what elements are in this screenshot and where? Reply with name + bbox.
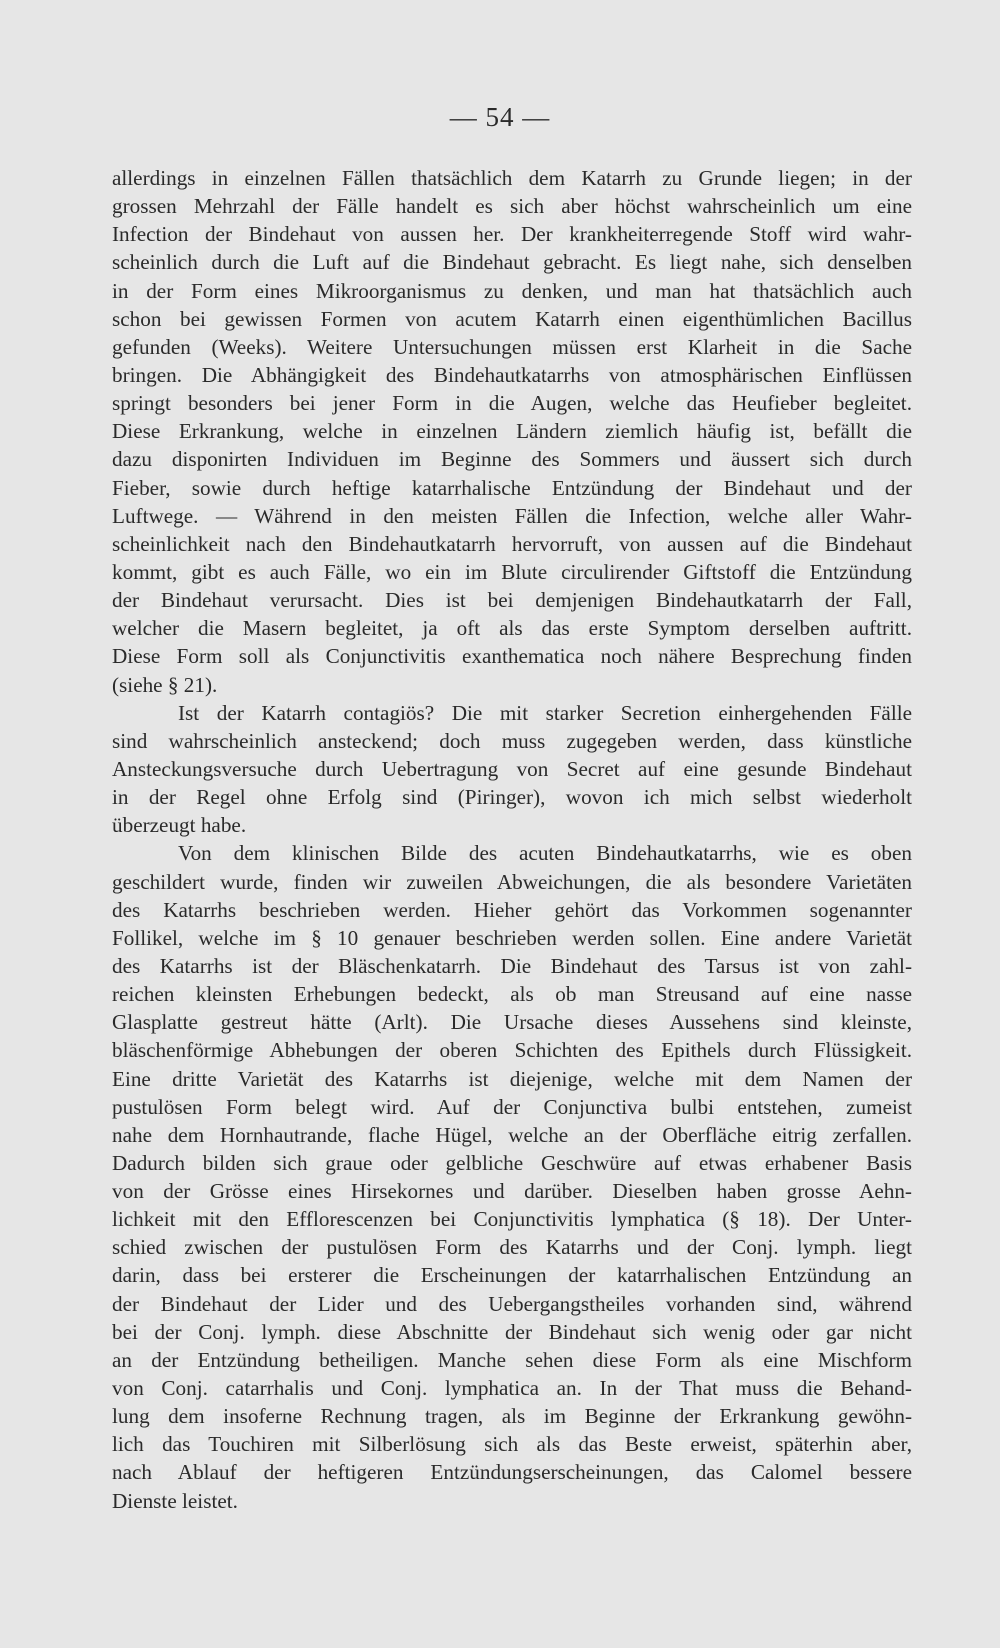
- text-line: lich das Touchiren mit Silberlösung sich als das Beste erweist, späterhin aber,: [112, 1432, 912, 1457]
- text-line: gefunden (Weeks). Weitere Untersuchungen müssen erst Klarheit in die Sache: [112, 334, 912, 359]
- text-line: pustulösen Form belegt wird. Auf der Conjunctiva bulbi entstehen, zumeist: [112, 1094, 912, 1119]
- text-line: Ansteckungsversuche durch Uebertragung von Secret auf eine gesunde Bindehaut: [112, 756, 912, 781]
- text-line: Diese Form soll als Conjunctivitis exanthematica noch nähere Besprechung finden: [112, 644, 912, 669]
- text-line: lichkeit mit den Efflorescenzen bei Conjunctivitis lymphatica (§ 18). Der Unter-: [112, 1207, 912, 1232]
- text-line: (siehe § 21).: [112, 672, 218, 697]
- text-line: schon bei gewissen Formen von acutem Katarrh einen eigenthümlichen Bacillus: [112, 306, 912, 331]
- text-line: dazu disponirten Individuen im Beginne des Sommers und äussert sich durch: [112, 447, 912, 472]
- text-line: Infection der Bindehaut von aussen her. Der krankheiterregende Stoff wird wahr-: [112, 222, 912, 247]
- body-text: [112, 164, 912, 1515]
- text-line: Luftwege. — Während in den meisten Fällen die Infection, welche aller Wahr-: [112, 503, 912, 528]
- text-line: des Katarrhs beschrieben werden. Hieher gehört das Vorkommen sogenannter: [112, 897, 912, 922]
- text-line: schied zwischen der pustulösen Form des Katarrhs und der Conj. lymph. liegt: [112, 1235, 912, 1260]
- text-line: an der Entzündung betheiligen. Manche sehen diese Form als eine Mischform: [112, 1347, 912, 1372]
- text-line: von der Grösse eines Hirsekornes und darüber. Dieselben haben grosse Aehn-: [112, 1179, 912, 1204]
- text-line: bringen. Die Abhängigkeit des Bindehautkatarrhs von atmosphärischen Einflüssen: [112, 362, 912, 387]
- page-number: — 54 —: [449, 102, 551, 132]
- text-line: nahe dem Hornhautrande, flache Hügel, welche an der Oberfläche eitrig zerfallen.: [112, 1122, 912, 1147]
- text-line: Eine dritte Varietät des Katarrhs ist diejenige, welche mit dem Namen der: [112, 1066, 912, 1091]
- text-line: scheinlichkeit nach den Bindehautkatarrh hervorruft, von aussen auf die Bindehaut: [112, 531, 912, 556]
- text-line: Fieber, sowie durch heftige katarrhalische Entzündung der Bindehaut und der: [112, 475, 912, 500]
- text-line: darin, dass bei ersterer die Erscheinungen der katarrhalischen Entzündung an: [112, 1263, 912, 1288]
- paragraph-start-line: Ist der Katarrh contagiös? Die mit starker Secretion einhergehenden Fälle: [178, 700, 912, 725]
- text-line: welcher die Masern begleitet, ja oft als das erste Symptom derselben auftritt.: [112, 616, 912, 641]
- text-line: lung dem insoferne Rechnung tragen, als im Beginne der Erkrankung gewöhn-: [112, 1404, 912, 1429]
- text-line: Dienste leistet.: [112, 1488, 238, 1513]
- text-line: der Bindehaut der Lider und des Uebergangstheiles vorhanden sind, während: [112, 1291, 912, 1316]
- text-line: springt besonders bei jener Form in die Augen, welche das Heufieber begleitet.: [112, 391, 912, 416]
- text-line: der Bindehaut verursacht. Dies ist bei demjenigen Bindehautkatarrh der Fall,: [112, 588, 912, 613]
- text-line: Follikel, welche im § 10 genauer beschrieben werden sollen. Eine andere Varietät: [112, 925, 912, 950]
- text-line: bläschenförmige Abhebungen der oberen Schichten des Epithels durch Flüssigkeit.: [112, 1038, 912, 1063]
- text-line: scheinlich durch die Luft auf die Bindehaut gebracht. Es liegt nahe, sich denselben: [112, 250, 912, 275]
- text-line: in der Regel ohne Erfolg sind (Piringer), wovon ich mich selbst wiederholt: [112, 785, 912, 810]
- text-line: Dadurch bilden sich graue oder gelbliche Geschwüre auf etwas erhabener Basis: [112, 1150, 912, 1175]
- text-line: Glasplatte gestreut hätte (Arlt). Die Ursache dieses Aussehens sind kleinste,: [112, 1010, 912, 1035]
- text-line: des Katarrhs ist der Bläschenkatarrh. Die Bindehaut des Tarsus ist von zahl-: [112, 953, 912, 978]
- paragraph-start-line: Von dem klinischen Bilde des acuten Bindehautkatarrhs, wie es oben: [178, 841, 912, 866]
- text-line: nach Ablauf der heftigeren Entzündungserscheinungen, das Calomel bessere: [112, 1460, 912, 1485]
- text-line: grossen Mehrzahl der Fälle handelt es sich aber höchst wahrscheinlich um eine: [112, 194, 912, 219]
- text-line: reichen kleinsten Erhebungen bedeckt, als ob man Streusand auf eine nasse: [112, 982, 912, 1007]
- text-line: in der Form eines Mikroorganismus zu denken, und man hat thatsächlich auch: [112, 278, 912, 303]
- text-line: allerdings in einzelnen Fällen thatsächlich dem Katarrh zu Grunde liegen; in der: [112, 166, 912, 190]
- text-line: kommt, gibt es auch Fälle, wo ein im Blute circulirender Giftstoff die Entzündung: [112, 559, 912, 584]
- text-line: Diese Erkrankung, welche in einzelnen Ländern ziemlich häufig ist, befällt die: [112, 419, 912, 444]
- text-line: überzeugt habe.: [112, 813, 247, 838]
- text-line: bei der Conj. lymph. diese Abschnitte der Bindehaut sich wenig oder gar nicht: [112, 1319, 912, 1344]
- text-line: von Conj. catarrhalis und Conj. lymphatica an. In der That muss die Behand-: [112, 1376, 912, 1401]
- text-line: geschildert wurde, finden wir zuweilen Abweichungen, die als besondere Varietäten: [112, 869, 912, 894]
- text-line: sind wahrscheinlich ansteckend; doch muss zugegeben werden, dass künstliche: [112, 728, 912, 753]
